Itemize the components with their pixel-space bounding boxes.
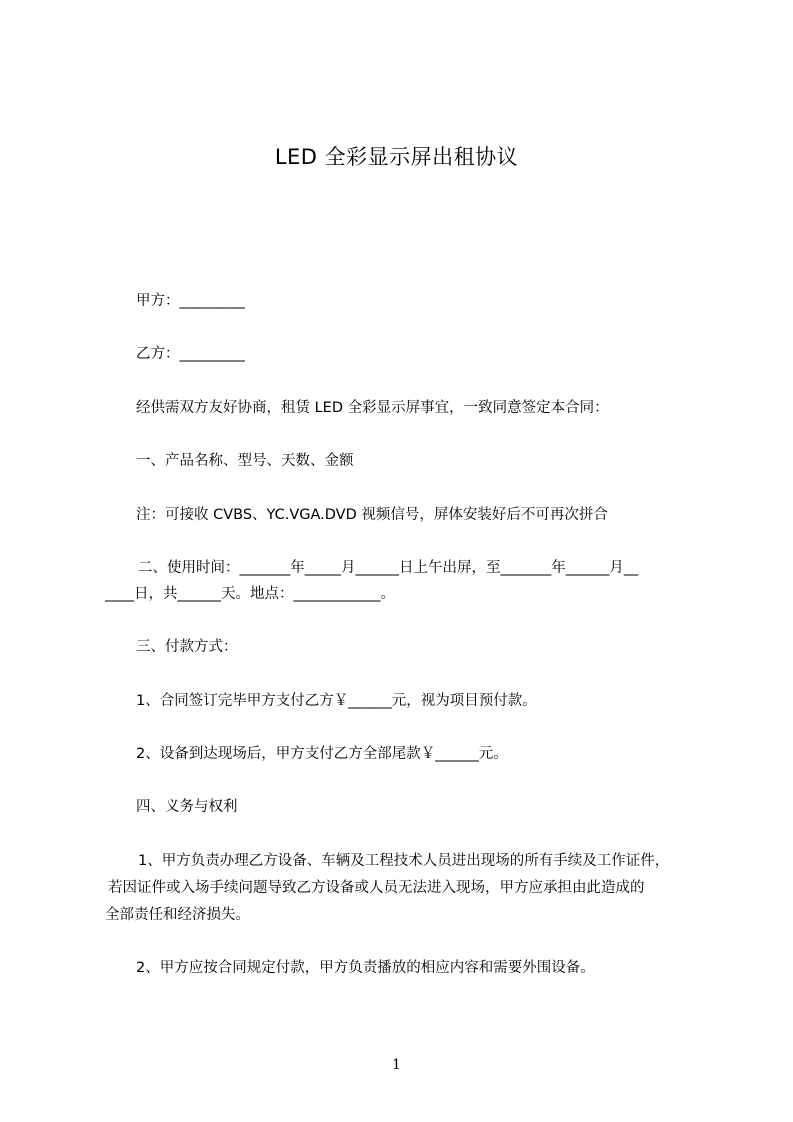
document-title: LED 全彩显示屏出租协议 xyxy=(274,145,519,169)
duty-2-line: 2、甲方应按合同规定付款，甲方负责播放的相应内容和需要外围设备。 xyxy=(136,960,595,976)
party-b-line: 乙方：_________ xyxy=(136,346,245,362)
section-2-line-2: ____日，共______天。地点：____________。 xyxy=(105,586,395,602)
duty-1-line-1: 1、甲方负责办理乙方设备、车辆及工程技术人员进出现场的所有手续及工作证件， xyxy=(138,853,670,869)
page-number: 1 xyxy=(392,1057,401,1073)
payment-item-2: 2、设备到达现场后，甲方支付乙方全部尾款￥______元。 xyxy=(136,746,508,762)
payment-item-1: 1、合同签订完毕甲方支付乙方￥______元，视为项目预付款。 xyxy=(136,693,537,709)
section-1-heading: 一、产品名称、型号、天数、金额 xyxy=(136,453,354,469)
section-4-heading: 四、义务与权利 xyxy=(136,799,238,815)
duty-1-line-3: 全部责任和经济损失。 xyxy=(105,907,250,923)
intro-paragraph: 经供需双方友好协商，租赁 LED 全彩显示屏事宜，一致同意签定本合同： xyxy=(136,400,609,416)
section-2-line-1: 二、使用时间：_______年_____月______日上午出屏，至_______年______月__ xyxy=(138,560,639,576)
duty-1-line-2: 若因证件或入场手续问题导致乙方设备或人员无法进入现场，甲方应承担由此造成的 xyxy=(108,880,645,896)
section-3-heading: 三、付款方式： xyxy=(136,639,238,655)
party-a-line: 甲方：_________ xyxy=(136,293,245,309)
signal-note: 注：可接收 CVBS、YC.VGA.DVD 视频信号，屏体安装好后不可再次拼合 xyxy=(136,507,608,523)
